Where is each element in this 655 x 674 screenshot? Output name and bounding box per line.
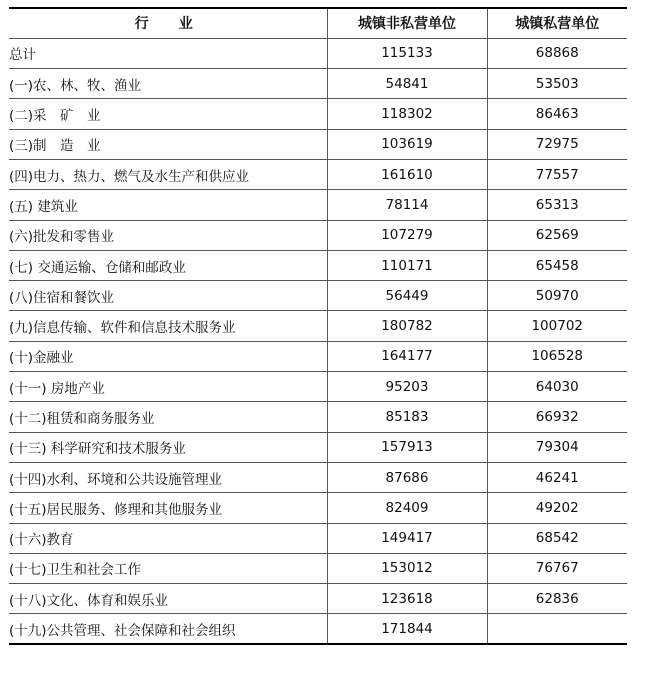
table-row [9, 553, 627, 583]
table-row [9, 311, 627, 341]
table-row [9, 341, 627, 371]
nonprivate-value: 54841 [327, 69, 487, 99]
nonprivate-value: 95203 [327, 372, 487, 402]
private-value: 49202 [487, 493, 627, 523]
nonprivate-value: 87686 [327, 462, 487, 492]
private-value: 62569 [487, 220, 627, 250]
private-value: 77557 [487, 159, 627, 189]
industry-cell: (十一) 房地产业 [9, 372, 327, 402]
table-row [9, 462, 627, 492]
industry-cell: (十八)文化、体育和娱乐业 [9, 584, 327, 614]
table-row [9, 493, 627, 523]
private-value: 64030 [487, 372, 627, 402]
table-row [9, 190, 627, 220]
table-row [9, 250, 627, 280]
private-value: 79304 [487, 432, 627, 462]
industry-cell: (十七)卫生和社会工作 [9, 553, 327, 583]
nonprivate-value: 85183 [327, 402, 487, 432]
table-row [9, 281, 627, 311]
industry-cell: (五) 建筑业 [9, 190, 327, 220]
table-row [9, 523, 627, 553]
industry-cell: (十)金融业 [9, 341, 327, 371]
industry-cell: (十三) 科学研究和技术服务业 [9, 432, 327, 462]
industry-cell: (十九)公共管理、社会保障和社会组织 [9, 614, 327, 644]
private-value: 72975 [487, 129, 627, 159]
nonprivate-value: 107279 [327, 220, 487, 250]
nonprivate-value: 180782 [327, 311, 487, 341]
table-row [9, 584, 627, 614]
nonprivate-value: 103619 [327, 129, 487, 159]
nonprivate-value: 56449 [327, 281, 487, 311]
table-row [9, 402, 627, 432]
table-row [9, 220, 627, 250]
private-value: 68868 [487, 38, 627, 68]
nonprivate-value: 164177 [327, 341, 487, 371]
industry-cell: (二)采 矿 业 [9, 99, 327, 129]
nonprivate-value: 149417 [327, 523, 487, 553]
private-value: 100702 [487, 311, 627, 341]
private-value: 50970 [487, 281, 627, 311]
table-row [9, 372, 627, 402]
nonprivate-value: 82409 [327, 493, 487, 523]
industry-cell: (三)制 造 业 [9, 129, 327, 159]
industry-cell: (十五)居民服务、修理和其他服务业 [9, 493, 327, 523]
header-nonprivate: 城镇非私营单位 [327, 8, 487, 38]
table-row [9, 129, 627, 159]
nonprivate-value: 161610 [327, 159, 487, 189]
industry-cell: (九)信息传输、软件和信息技术服务业 [9, 311, 327, 341]
nonprivate-value: 78114 [327, 190, 487, 220]
nonprivate-value: 171844 [327, 614, 487, 644]
table-row [9, 69, 627, 99]
table-row [9, 38, 627, 68]
nonprivate-value: 157913 [327, 432, 487, 462]
industry-cell: 总计 [9, 38, 327, 68]
wage-table [9, 7, 627, 645]
header-private: 城镇私营单位 [487, 8, 627, 38]
table-row [9, 432, 627, 462]
private-value: 53503 [487, 69, 627, 99]
industry-cell: (一)农、林、牧、渔业 [9, 69, 327, 99]
private-value: 68542 [487, 523, 627, 553]
private-value [487, 614, 627, 644]
table-row [9, 614, 627, 644]
private-value: 46241 [487, 462, 627, 492]
nonprivate-value: 123618 [327, 584, 487, 614]
private-value: 66932 [487, 402, 627, 432]
nonprivate-value: 153012 [327, 553, 487, 583]
private-value: 106528 [487, 341, 627, 371]
industry-cell: (六)批发和零售业 [9, 220, 327, 250]
industry-cell: (八)住宿和餐饮业 [9, 281, 327, 311]
private-value: 86463 [487, 99, 627, 129]
industry-cell: (十二)租赁和商务服务业 [9, 402, 327, 432]
nonprivate-value: 115133 [327, 38, 487, 68]
industry-cell: (十六)教育 [9, 523, 327, 553]
nonprivate-value: 110171 [327, 250, 487, 280]
header-industry: 行 业 [9, 8, 327, 38]
table-row [9, 99, 627, 129]
industry-cell: (十四)水利、环境和公共设施管理业 [9, 462, 327, 492]
header-row [9, 8, 627, 38]
nonprivate-value: 118302 [327, 99, 487, 129]
private-value: 65458 [487, 250, 627, 280]
table-row [9, 159, 627, 189]
private-value: 65313 [487, 190, 627, 220]
industry-cell: (七) 交通运输、仓储和邮政业 [9, 250, 327, 280]
industry-cell: (四)电力、热力、燃气及水生产和供应业 [9, 159, 327, 189]
private-value: 62836 [487, 584, 627, 614]
private-value: 76767 [487, 553, 627, 583]
